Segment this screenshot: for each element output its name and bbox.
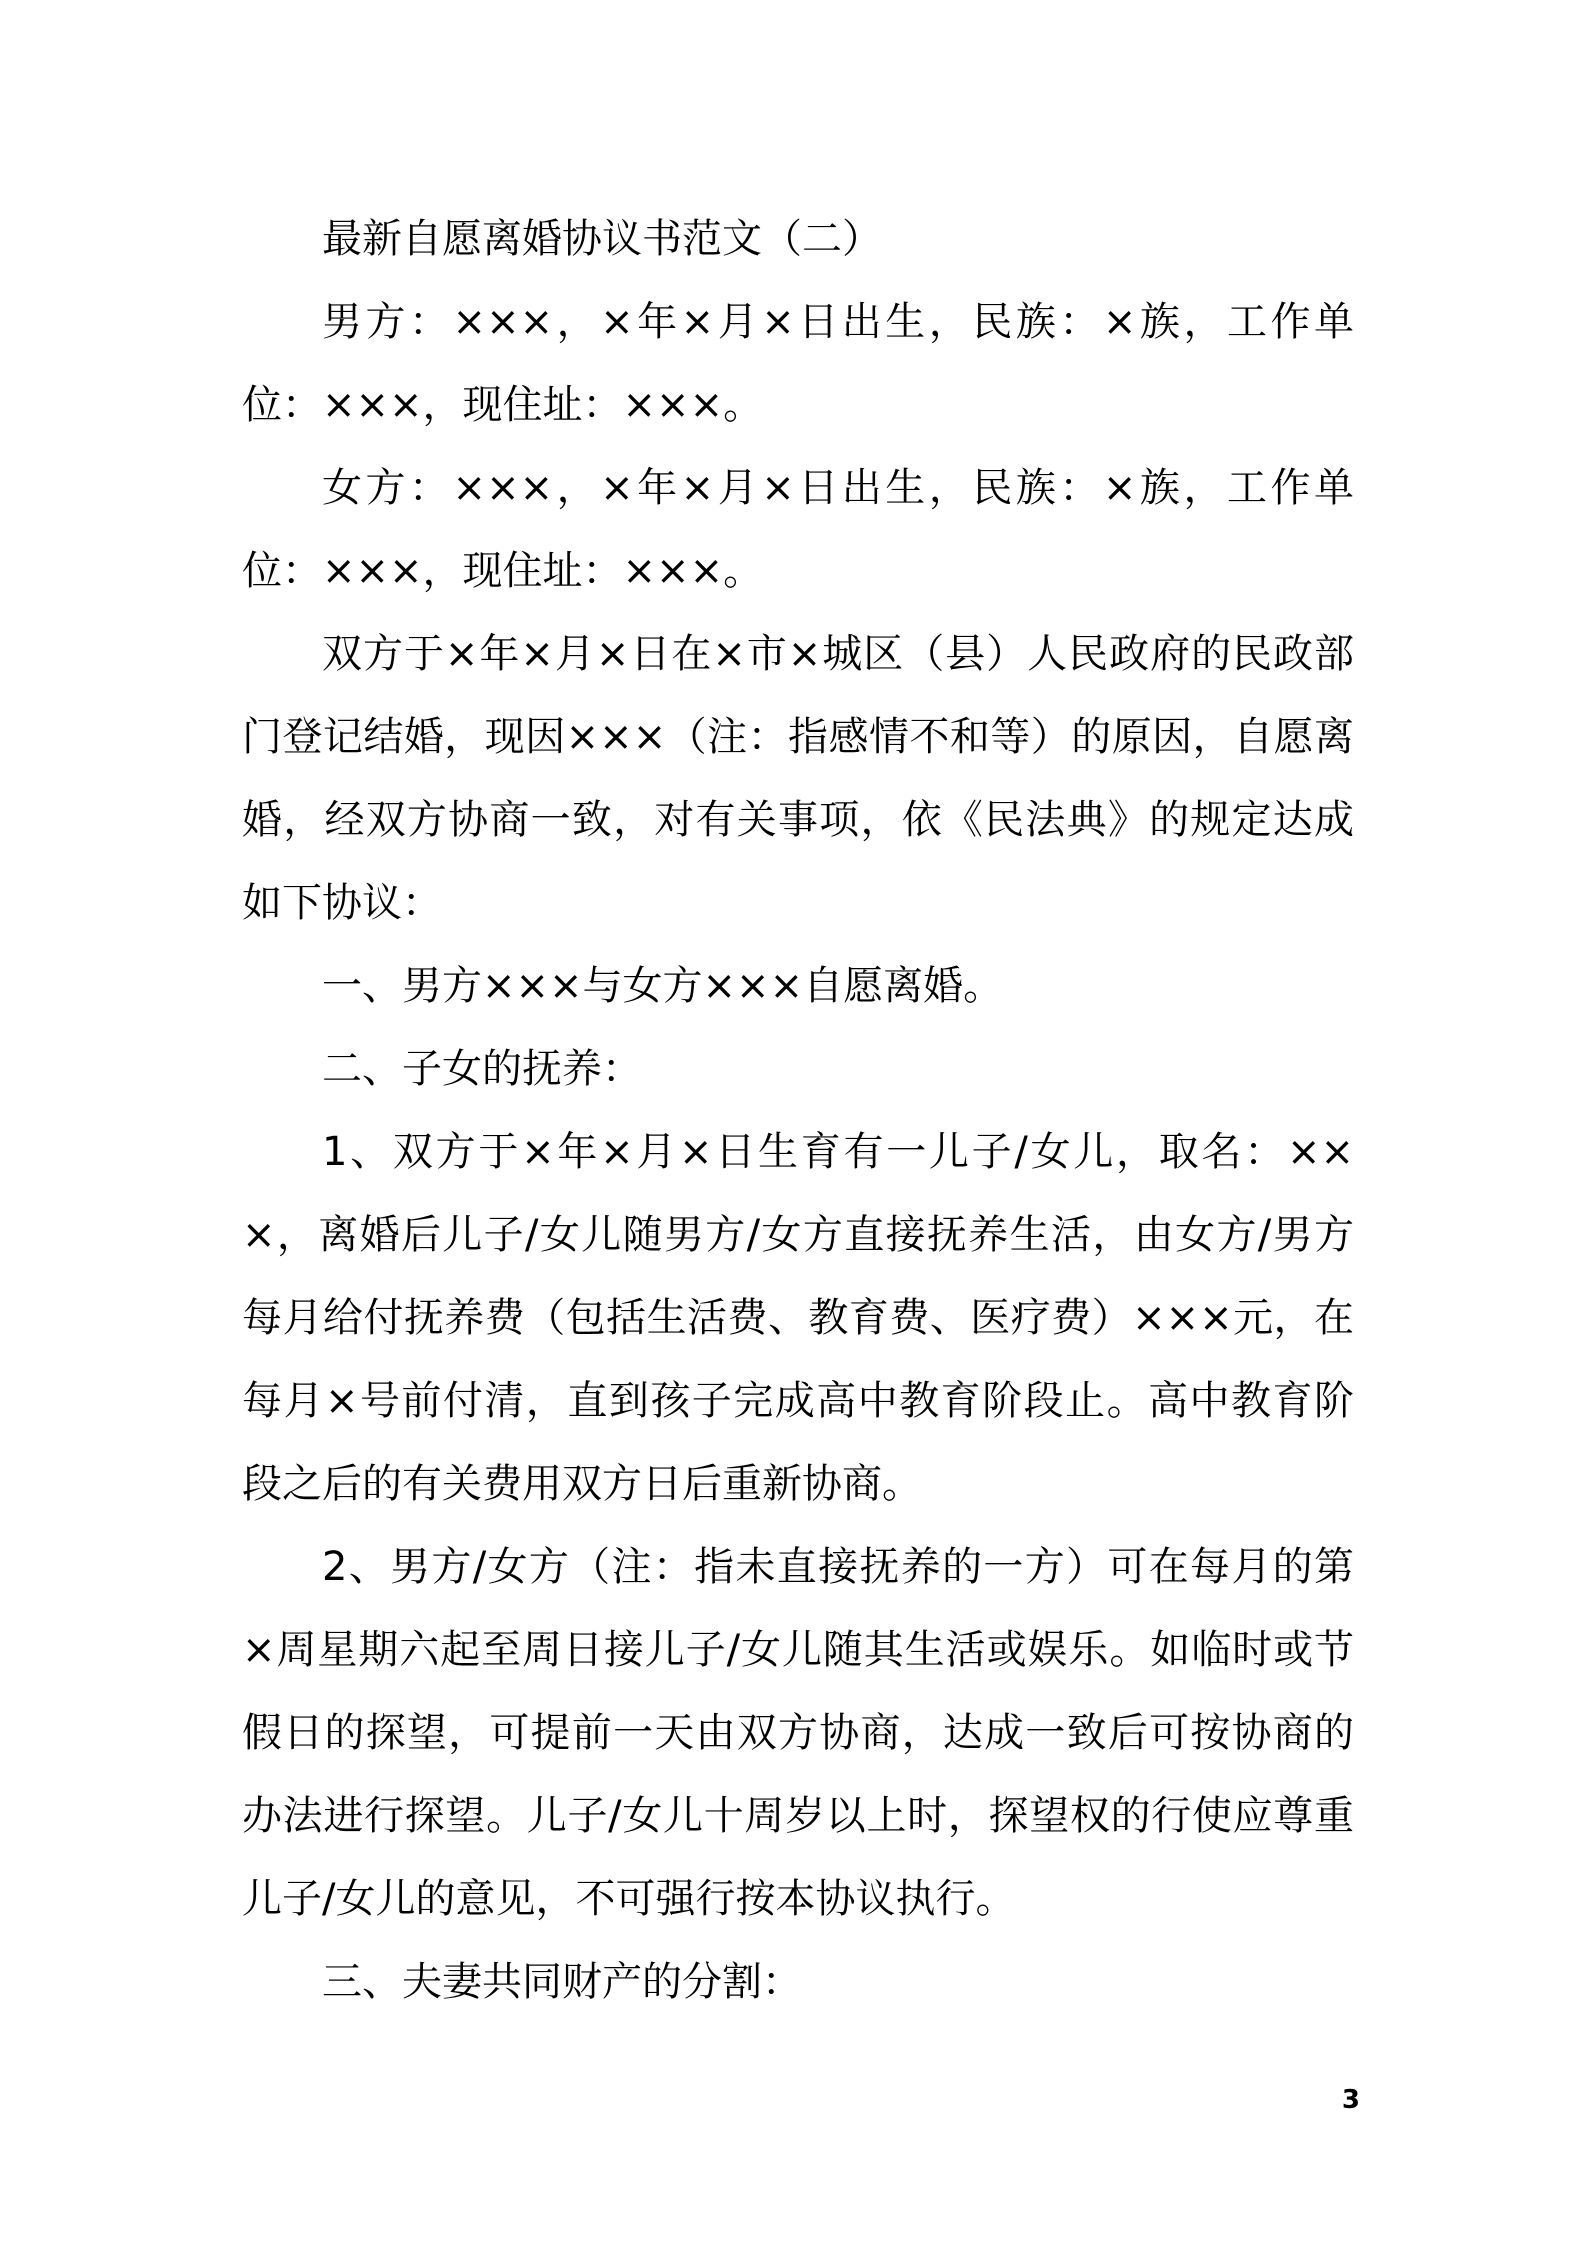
paragraph-male-party: 男方：×××，×年×月×日出生，民族：×族，工作单位：×××，现住址：×××。 (242, 299, 1354, 428)
paragraph-clause-2-item-1: 1、双方于×年×月×日生育有一儿子/女儿，取名：×××，离婚后儿子/女儿随男方/女方直接抚养生活，由女方/男方每月给付抚养费（包括生活费、教育费、医疗费）×××元，在每月×号前付清，直到孩子完成高中教育阶段止。高中教育阶段之后的有关费用双方日后重新协商。 (242, 1129, 1354, 1507)
document-body (242, 198, 1354, 2024)
paragraph-clause-3-heading: 三、夫妻共同财产的分割： (322, 1959, 802, 2005)
paragraph-female-party: 女方：×××，×年×月×日出生，民族：×族，工作单位：×××，现住址：×××。 (242, 465, 1354, 594)
document-title: 最新自愿离婚协议书范文（二） (322, 216, 882, 262)
paragraph-clause-1: 一、男方×××与女方×××自愿离婚。 (322, 963, 1004, 1009)
paragraph-preamble: 双方于×年×月×日在×市×城区（县）人民政府的民政部门登记结婚，现因×××（注：指感情不和等）的原因，自愿离婚，经双方协商一致，对有关事项，依《民法典》的规定达成如下协议： (242, 631, 1354, 926)
paragraph-clause-2-heading: 二、子女的抚养： (322, 1046, 642, 1092)
paragraph-clause-2-item-2: 2、男方/女方（注：指未直接抚养的一方）可在每月的第×周星期六起至周日接儿子/女儿随其生活或娱乐。如临时或节假日的探望，可提前一天由双方协商，达成一致后可按协商的办法进行探望。儿子/女儿十周岁以上时，探望权的行使应尊重儿子/女儿的意见，不可强行按本协议执行。 (242, 1544, 1354, 1922)
page-number: 3 (1341, 2085, 1360, 2115)
